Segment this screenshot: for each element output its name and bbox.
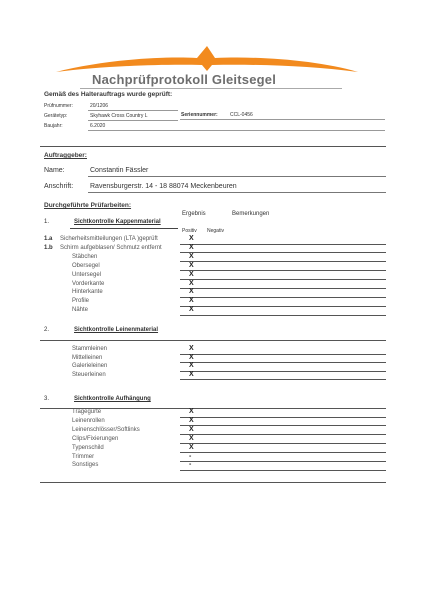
remarks-line — [180, 417, 386, 418]
negative-label: Negativ — [207, 228, 224, 234]
remarks-line — [180, 244, 386, 245]
result-mark: X — [189, 416, 194, 424]
checklist-item-label: Obersegel — [72, 262, 100, 269]
result-mark: X — [189, 270, 194, 278]
remarks-line — [180, 362, 386, 363]
result-mark: - — [189, 452, 192, 460]
result-mark: X — [189, 434, 194, 442]
client-address-value: Ravensburgerstr. 14 - 18 88074 Meckenbeuren — [90, 183, 237, 190]
checklist-item-label: Mittelleinen — [72, 354, 103, 361]
field-value: Skyhawk Cross Country L — [90, 113, 148, 119]
checklist-item-label: Leinenschlösser/Softlinks — [72, 426, 140, 433]
checklist-item-label: Steuerleinen — [72, 371, 106, 378]
result-mark: X — [189, 306, 194, 314]
checklist-item-label: Sonstiges — [72, 462, 99, 469]
section-title: Sichtkontrolle Leinenmaterial — [74, 327, 159, 333]
remarks-line — [180, 270, 386, 271]
result-mark: X — [189, 362, 194, 370]
remarks-line — [180, 288, 386, 289]
section-title: Sichtkontrolle Kappenmaterial — [74, 219, 161, 225]
result-mark: X — [189, 243, 194, 251]
remarks-column-label: Bemerkungen — [232, 211, 270, 217]
client-heading: Auftraggeber: — [44, 152, 87, 159]
serial-label: Seriennummer: — [181, 112, 218, 118]
client-name-label: Name: — [44, 167, 65, 174]
item-code: 1.a — [44, 236, 53, 242]
result-mark: X — [189, 279, 194, 287]
field-label: Gerätetyp: — [44, 113, 68, 119]
checklist-item-label: Stäbchen — [72, 253, 98, 260]
checklist-item-label: Nähte — [72, 307, 89, 314]
positive-label: Positiv — [182, 228, 197, 234]
remarks-line — [180, 354, 386, 355]
result-mark: X — [189, 261, 194, 269]
result-mark: X — [189, 235, 194, 242]
result-mark: X — [189, 353, 194, 361]
checklist-item-label: Vorderkante — [72, 280, 105, 287]
remarks-line — [180, 252, 386, 253]
checklist-item-label: Typenschild — [72, 444, 104, 451]
remarks-line — [180, 261, 386, 262]
result-mark: X — [189, 252, 194, 260]
order-heading: Gemäß des Halterauftrags wurde geprüft: — [44, 91, 173, 98]
checklist-item-label: Galerieleinen — [72, 363, 108, 370]
checklist-item-label: Profile — [72, 298, 90, 305]
checklist-item-label: Tragegurte — [72, 409, 102, 415]
remarks-line — [180, 306, 386, 307]
checklist-item-label: Hinterkante — [72, 289, 103, 296]
result-mark: X — [189, 425, 194, 433]
result-column-label: Ergebnis — [182, 211, 206, 217]
result-mark: X — [189, 370, 194, 378]
result-mark: X — [189, 288, 194, 296]
client-name-value: Constantin Fässler — [90, 167, 149, 174]
field-label: Baujahr: — [44, 123, 63, 129]
result-mark: X — [189, 297, 194, 305]
remarks-line — [180, 379, 386, 380]
section-title: Sichtkontrolle Aufhängung — [74, 396, 151, 402]
document-title: Nachprüfprotokoll Gleitsegel — [92, 72, 277, 87]
section-number: 2. — [44, 327, 50, 333]
section-number: 1. — [44, 219, 50, 225]
checklist-item-label: Clips/Fixierungen — [72, 435, 119, 442]
checks-heading: Durchgeführte Prüfarbeiten: — [44, 202, 132, 209]
client-address-label: Anschrift: — [44, 183, 74, 190]
remarks-line — [180, 297, 386, 298]
field-label: Prüfnummer: — [44, 103, 73, 109]
remarks-line — [180, 443, 386, 444]
remarks-line — [180, 425, 386, 426]
checklist-item-label: Stammleinen — [72, 346, 108, 352]
remarks-line — [180, 434, 386, 435]
field-value: 6.2020 — [90, 123, 106, 129]
checklist-item-label: Schirm aufgeblasen/ Schmutz entfernt — [60, 244, 162, 251]
checklist-item-label: Leinenrollen — [72, 417, 105, 424]
remarks-line — [180, 371, 386, 372]
checklist-item-label: Trimmer — [72, 453, 95, 460]
section-number: 3. — [44, 396, 50, 402]
checklist-item-label: Untersegel — [72, 271, 102, 278]
result-mark: X — [189, 345, 194, 352]
serial-value: CCL-0456 — [230, 112, 253, 118]
result-mark: X — [189, 443, 194, 451]
remarks-line — [180, 452, 386, 453]
result-mark: X — [189, 408, 194, 415]
checklist-item-label: Sicherheitsmitteilungen (LTA )geprüft — [60, 236, 158, 242]
result-mark: - — [189, 461, 192, 469]
item-code: 1.b — [44, 244, 53, 251]
remarks-line — [180, 461, 386, 462]
remarks-line — [180, 470, 386, 471]
remarks-line — [180, 315, 386, 316]
field-value: 20/1206 — [90, 103, 109, 109]
remarks-line — [180, 279, 386, 280]
